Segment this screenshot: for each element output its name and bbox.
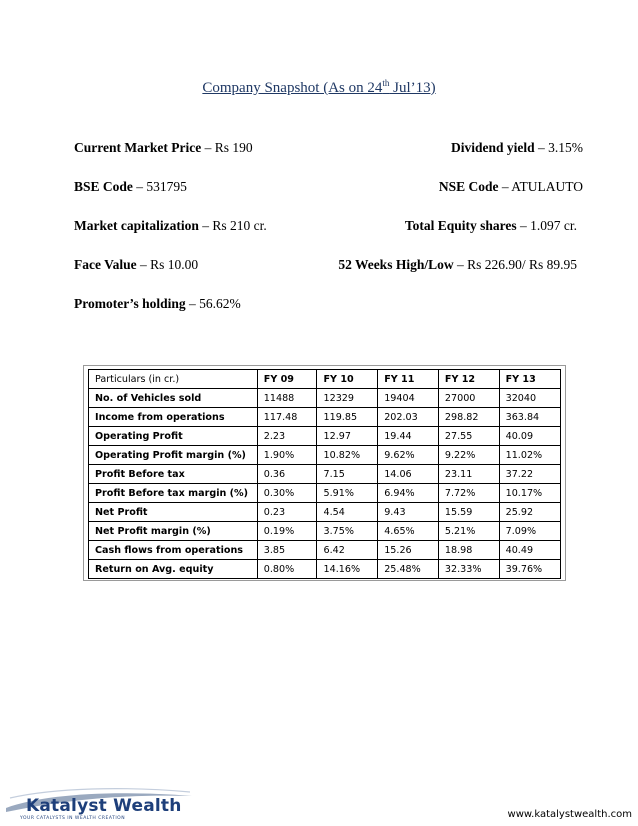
table-row	[89, 446, 561, 465]
table-cell: 10.17%	[499, 484, 560, 503]
table-cell: 27.55	[438, 427, 499, 446]
table-cell: 39.76%	[499, 560, 560, 579]
logo-tagline: YOUR CATALYSTS IN WEALTH CREATION	[20, 816, 126, 821]
table-row	[89, 389, 561, 408]
table-cell: 12.97	[317, 427, 378, 446]
table-cell: 37.22	[499, 465, 560, 484]
table-cell: 10.82%	[317, 446, 378, 465]
table-cell: 7.09%	[499, 522, 560, 541]
table-cell: 4.54	[317, 503, 378, 522]
table-cell: 19.44	[378, 427, 439, 446]
table-cell: 9.22%	[438, 446, 499, 465]
table-header-cell: FY 12	[438, 370, 499, 389]
table-cell: 23.11	[438, 465, 499, 484]
fact-market-cap: Market capitalization – Rs 210 cr.	[74, 218, 267, 233]
table-cell: 4.65%	[378, 522, 439, 541]
table-cell: 363.84	[499, 408, 560, 427]
table-cell: 15.59	[438, 503, 499, 522]
table-row	[89, 408, 561, 427]
fact-nse-code: NSE Code – ATULAUTO	[438, 179, 583, 194]
table-cell: 25.92	[499, 503, 560, 522]
fact-bse-code: BSE Code – 531795	[74, 179, 187, 194]
table-header-row	[89, 370, 561, 389]
table-cell: 0.36	[257, 465, 317, 484]
table-cell: 0.19%	[257, 522, 317, 541]
table-cell: 32.33%	[438, 560, 499, 579]
table-cell: 5.21%	[438, 522, 499, 541]
row-label-cell: Income from operations	[89, 408, 258, 427]
website-link[interactable]: www.katalystwealth.com	[507, 809, 632, 820]
table-cell: 25.48%	[378, 560, 439, 579]
table-cell: 7.15	[317, 465, 378, 484]
table-row	[89, 541, 561, 560]
fact-face-value: Face Value – Rs 10.00	[74, 257, 199, 272]
table-cell: 40.49	[499, 541, 560, 560]
table-cell: 0.80%	[257, 560, 317, 579]
fact-cmp: Current Market Price – Rs 190	[74, 140, 253, 155]
table-cell: 9.43	[378, 503, 439, 522]
table-cell: 9.62%	[378, 446, 439, 465]
table-cell: 12329	[317, 389, 378, 408]
table-row	[89, 484, 561, 503]
table-cell: 0.23	[257, 503, 317, 522]
table-cell: 19404	[378, 389, 439, 408]
table-cell: 2.23	[257, 427, 317, 446]
table-cell: 1.90%	[257, 446, 317, 465]
row-label-cell: Net Profit	[89, 503, 258, 522]
row-label-cell: Operating Profit margin (%)	[89, 446, 258, 465]
logo-name: Katalyst Wealth	[26, 796, 182, 816]
table-cell: 7.72%	[438, 484, 499, 503]
table-cell: 11.02%	[499, 446, 560, 465]
table-cell: 11488	[257, 389, 317, 408]
table-header-cell: FY 10	[317, 370, 378, 389]
fact-dividend-yield: Dividend yield – 3.15%	[450, 140, 583, 155]
row-label-cell: Cash flows from operations	[89, 541, 258, 560]
table-cell: 3.75%	[317, 522, 378, 541]
page-title: Company Snapshot (As on 24th Jul’13)	[202, 78, 436, 96]
fact-total-equity: Total Equity shares – 1.097 cr.	[404, 218, 577, 233]
table-cell: 119.85	[317, 408, 378, 427]
financials-table	[88, 369, 561, 579]
table-header-cell: Particulars (in cr.)	[89, 370, 258, 389]
fact-52-week-high-low: 52 Weeks High/Low – Rs 226.90/ Rs 89.95	[338, 257, 577, 272]
table-cell: 15.26	[378, 541, 439, 560]
table-cell: 14.16%	[317, 560, 378, 579]
row-label-cell: Profit Before tax margin (%)	[89, 484, 258, 503]
table-row	[89, 503, 561, 522]
table-row	[89, 427, 561, 446]
row-label-cell: Operating Profit	[89, 427, 258, 446]
table-row	[89, 522, 561, 541]
table-cell: 0.30%	[257, 484, 317, 503]
table-cell: 202.03	[378, 408, 439, 427]
table-cell: 40.09	[499, 427, 560, 446]
table-cell: 14.06	[378, 465, 439, 484]
table-cell: 32040	[499, 389, 560, 408]
table-cell: 5.91%	[317, 484, 378, 503]
row-label-cell: Return on Avg. equity	[89, 560, 258, 579]
row-label-cell: Net Profit margin (%)	[89, 522, 258, 541]
row-label-cell: No. of Vehicles sold	[89, 389, 258, 408]
table-row	[89, 465, 561, 484]
table-cell: 3.85	[257, 541, 317, 560]
table-cell: 117.48	[257, 408, 317, 427]
fact-promoter-holding: Promoter’s holding – 56.62%	[74, 296, 241, 311]
table-cell: 298.82	[438, 408, 499, 427]
table-cell: 27000	[438, 389, 499, 408]
table-header-cell: FY 09	[257, 370, 317, 389]
table-cell: 6.42	[317, 541, 378, 560]
row-label-cell: Profit Before tax	[89, 465, 258, 484]
table-row	[89, 560, 561, 579]
table-cell: 18.98	[438, 541, 499, 560]
table-cell: 6.94%	[378, 484, 439, 503]
table-header-cell: FY 11	[378, 370, 439, 389]
table-header-cell: FY 13	[499, 370, 560, 389]
